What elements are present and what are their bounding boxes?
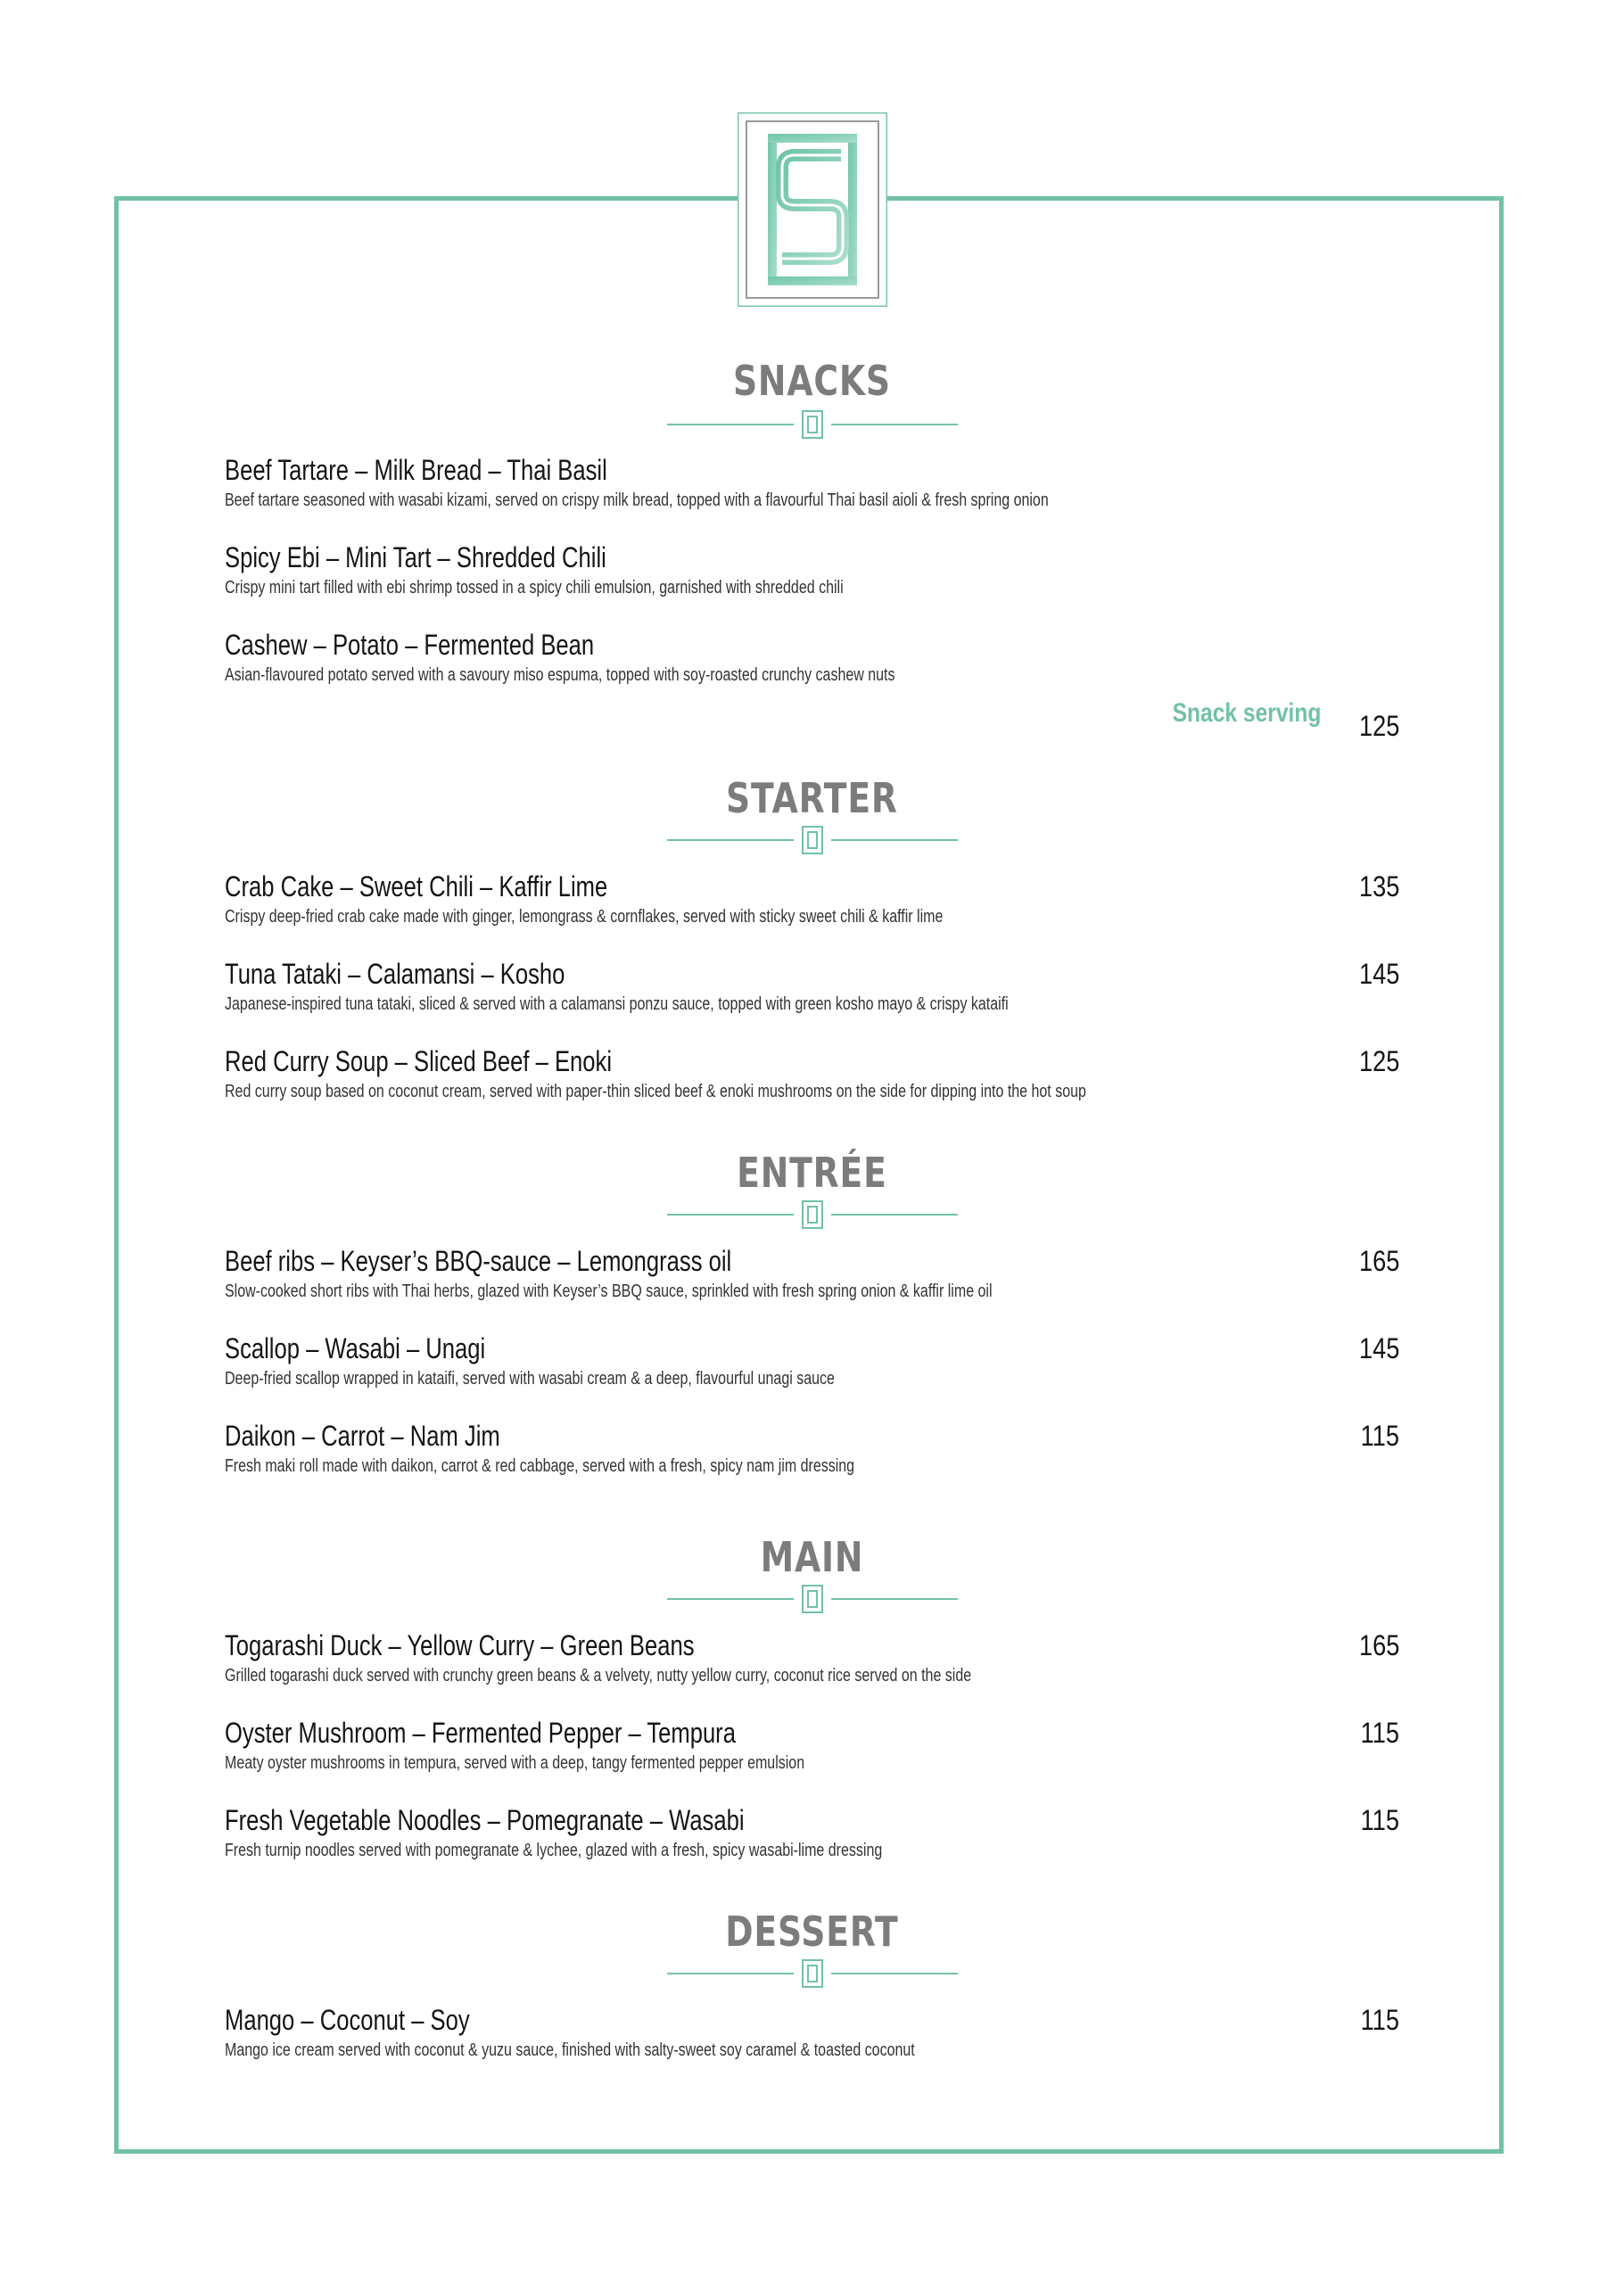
item-price: 145 [1358, 1332, 1399, 1364]
item-name: Spicy Ebi – Mini Tart – Shredded Chili [225, 541, 606, 573]
item-name: Beef ribs – Keyser’s BBQ-sauce – Lemongrass oil [225, 1245, 732, 1277]
menu-item [225, 540, 1411, 599]
section-title-dessert: DESSERT [725, 1908, 899, 1956]
item-description: Asian-flavoured potato served with a savoury miso espuma, topped with soy-roasted crunchy cashew nuts [225, 665, 895, 685]
item-description: Deep-fried scallop wrapped in kataifi, served with wasabi cream & a deep, flavourful unagi sauce [225, 1369, 835, 1389]
item-name: Fresh Vegetable Noodles – Pomegranate – Wasabi [225, 1804, 745, 1836]
menu-item [225, 2003, 1411, 2062]
item-name: Red Curry Soup – Sliced Beef – Enoki [225, 1045, 613, 1077]
item-description: Slow-cooked short ribs with Thai herbs, glazed with Keyser’s BBQ sauce, sprinkled with fresh spring onion & kaffir lime oil [225, 1282, 993, 1301]
item-price: 115 [1360, 1717, 1399, 1749]
section-title-starter: STARTER [726, 774, 898, 822]
item-name: Togarashi Duck – Yellow Curry – Green Beans [225, 1629, 695, 1661]
menu-item [225, 628, 1411, 687]
item-price: 125 [1358, 1045, 1399, 1077]
item-price: 165 [1358, 1245, 1399, 1277]
item-description: Mango ice cream served with coconut & yuzu sauce, finished with salty-sweet soy caramel & toasted coconut [225, 2040, 915, 2060]
menu-item [225, 1419, 1411, 1478]
section-title-entree: ENTRÉE [737, 1149, 887, 1197]
item-description: Crispy deep-fried crab cake made with ginger, lemongrass & cornflakes, served with sticky sweet chili & kaffir lime [225, 907, 944, 927]
logo-icon [738, 112, 887, 307]
item-name: Mango – Coconut – Soy [225, 2004, 470, 2036]
item-price: 165 [1358, 1629, 1399, 1661]
menu-item [225, 1803, 1411, 1862]
item-description: Grilled togarashi duck served with crunchy green beans & a velvety, nutty yellow curry, coconut rice served on the side [225, 1666, 972, 1685]
menu-item [225, 1628, 1411, 1687]
snack-serving-price: 125 [1358, 710, 1399, 742]
menu-item [225, 1044, 1411, 1103]
section-divider-ornament [667, 1581, 958, 1617]
section-divider-ornament [667, 1197, 958, 1232]
menu-item [225, 1716, 1411, 1775]
section-title-snacks: SNACKS [732, 357, 891, 405]
item-name: Oyster Mushroom – Fermented Pepper – Tempura [225, 1717, 736, 1749]
item-price: 145 [1358, 958, 1399, 990]
item-name: Cashew – Potato – Fermented Bean [225, 629, 595, 661]
item-name: Tuna Tataki – Calamansi – Kosho [225, 958, 565, 990]
snack-serving-label: Snack serving [1172, 698, 1321, 728]
item-name: Daikon – Carrot – Nam Jim [225, 1420, 500, 1452]
section-divider-ornament [667, 407, 958, 442]
section-title-main: MAIN [760, 1533, 864, 1581]
item-name: Beef Tartare – Milk Bread – Thai Basil [225, 454, 607, 486]
item-price: 135 [1358, 870, 1399, 902]
menu-item [225, 1331, 1411, 1390]
menu-item [225, 957, 1411, 1016]
item-description: Beef tartare seasoned with wasabi kizami, served on crispy milk bread, topped with a flavourful Thai basil aioli & fresh spring onion [225, 490, 1049, 510]
item-price: 115 [1360, 1804, 1399, 1836]
item-description: Red curry soup based on coconut cream, served with paper-thin sliced beef & enoki mushrooms on the side for dipping into the hot soup [225, 1082, 1086, 1101]
section-divider-ornament [667, 1956, 958, 1991]
item-price: 115 [1360, 1420, 1399, 1452]
item-price: 115 [1360, 2004, 1399, 2036]
ks-monogram-logo [738, 112, 887, 307]
item-name: Crab Cake – Sweet Chili – Kaffir Lime [225, 870, 608, 902]
item-description: Fresh maki roll made with daikon, carrot & red cabbage, served with a fresh, spicy nam jim dressing [225, 1456, 855, 1476]
menu-item [225, 1244, 1411, 1303]
item-description: Crispy mini tart filled with ebi shrimp tossed in a spicy chili emulsion, garnished with shredded chili [225, 578, 844, 598]
menu-item [225, 453, 1411, 512]
section-divider-ornament [667, 822, 958, 858]
item-name: Scallop – Wasabi – Unagi [225, 1332, 486, 1364]
item-description: Japanese-inspired tuna tataki, sliced & served with a calamansi ponzu sauce, topped with green kosho mayo & crispy kataifi [225, 994, 1009, 1014]
item-description: Fresh turnip noodles served with pomegranate & lychee, glazed with a fresh, spicy wasabi-lime dressing [225, 1841, 883, 1860]
menu-item [225, 870, 1411, 928]
item-description: Meaty oyster mushrooms in tempura, served with a deep, tangy fermented pepper emulsion [225, 1753, 805, 1773]
